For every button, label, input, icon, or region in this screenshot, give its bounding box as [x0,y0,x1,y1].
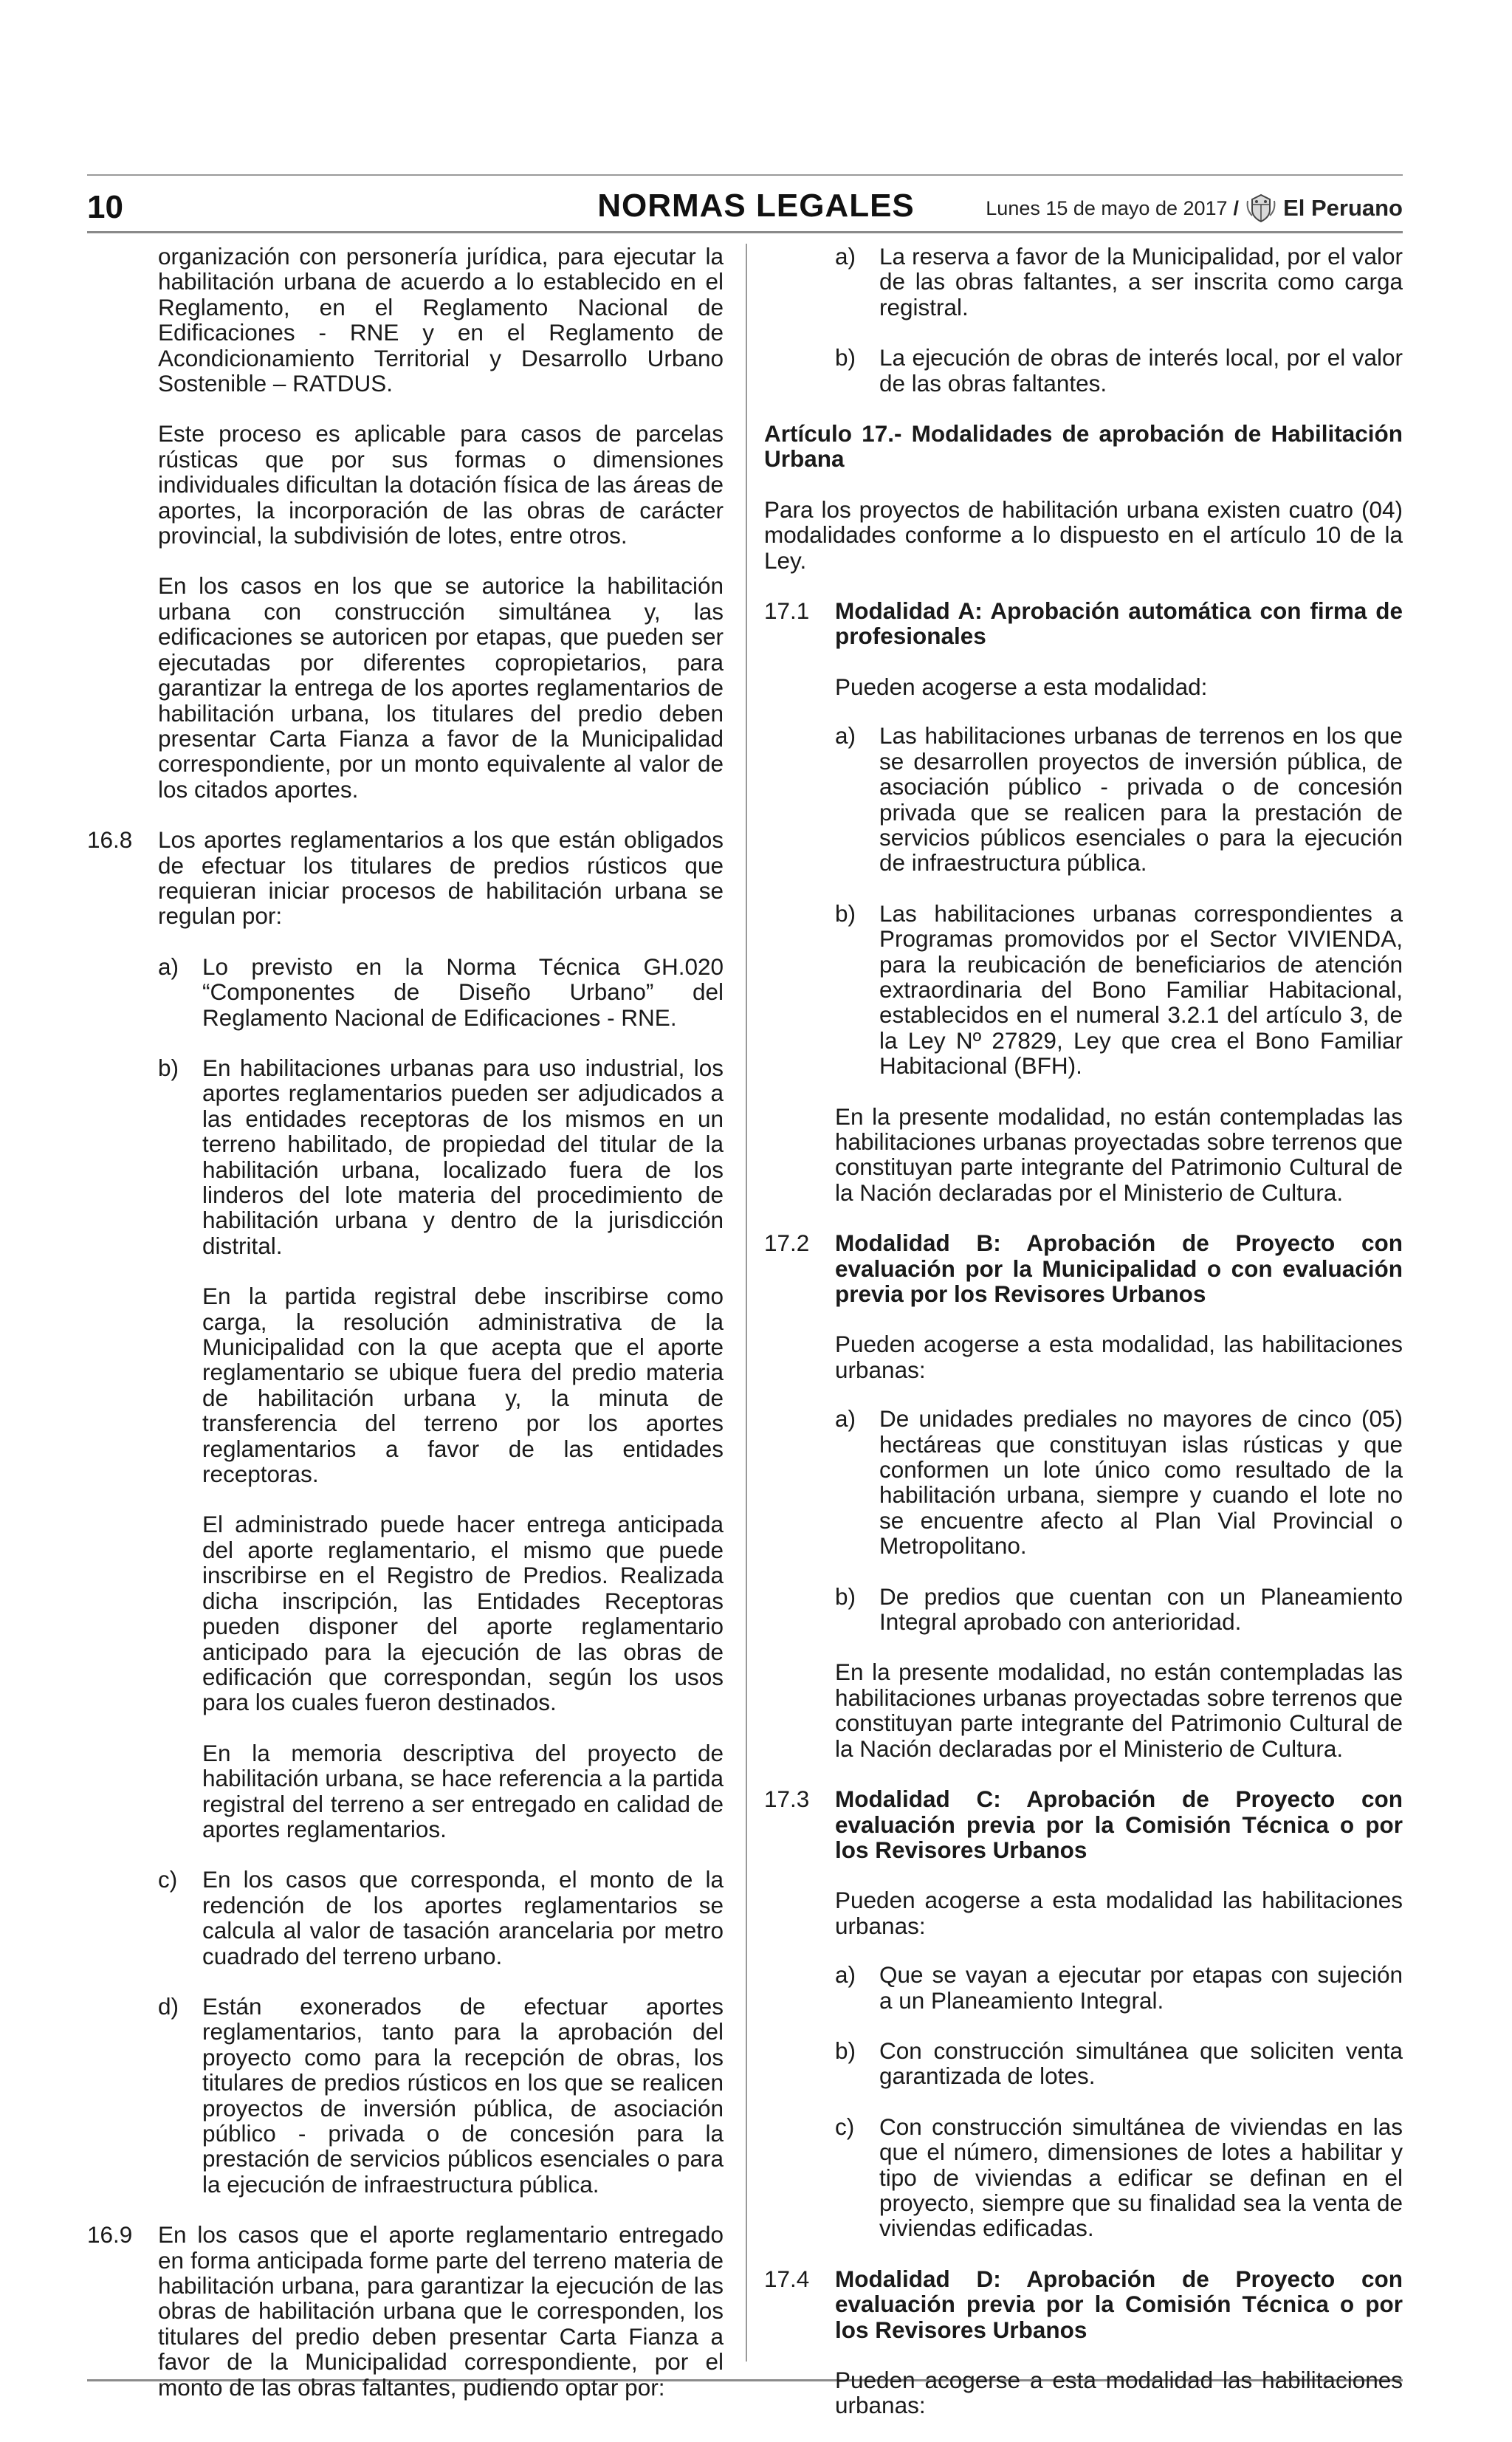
list-label: b) [158,1054,179,1081]
list-label: b) [835,899,856,927]
list-text: La reserva a favor de la Municipalidad, por el valor de las obras faltantes, a ser inscrita como carga registral. [879,243,1403,320]
list-text: Con construcción simultánea de viviendas en las que el número, dimensiones de lotes a habilitar y tipo de viviendas a edificar se definan en el proyecto, siempre que su finalidad sea la venta de viviendas edificadas. [879,2113,1403,2242]
paragraph: Para los proyectos de habilitación urbana existen cuatro (04) modalidades conforme a lo dispuesto en el artículo 10 de la Ley. [764,495,1403,574]
header-top-rule [87,174,1403,176]
list-text: Las habilitaciones urbanas de terrenos en los que se desarrollen proyectos de inversión pública, de asociación público - privada o de concesión privada que se realicen para la prestación de servicios públicos esenciales o para la ejecución de infraestructura pública. [879,722,1403,877]
paragraph: En la presente modalidad, no están contempladas las habilitaciones urbanas proyectadas sobre terrenos que constituyan parte integrante del Patrimonio Cultural de la Nación declaradas por el Ministerio de Cultura. [835,1102,1403,1206]
list-item [835,2038,1403,2089]
item-number: 17.2 [764,1229,810,1257]
date-separator: / [1233,196,1240,219]
list-item [835,244,1403,320]
paragraph: Pueden acogerse a esta modalidad las habilitaciones urbanas: [835,1887,1403,1939]
item-number: 17.1 [764,597,810,625]
list-label: a) [835,1961,856,1989]
list-label: a) [835,722,856,750]
list-item [835,1962,1403,2013]
column-divider [746,244,747,2362]
article-17-title: Artículo 17.- Modalidades de aprobación de Habilitación Urbana [764,420,1403,473]
list-label: c) [158,1866,178,1893]
paragraph: En la presente modalidad, no están contempladas las habilitaciones urbanas proyectadas sobre terrenos que constituyan parte integrante del Patrimonio Cultural de la Nación declaradas por el Ministerio de Cultura. [835,1659,1403,1762]
numbered-item-17-1 [764,598,1403,649]
list-item [835,723,1403,875]
numbered-item-16-9 [87,2222,724,2400]
paragraph: El administrado puede hacer entrega anticipada del aporte reglamentario, el mismo que puede inscribirse en el Registro de Predios. Realizada dicha inscripción, las Entidades Receptoras pueden disponer del aporte reglamentario anticipado para la ejecución de las obras de edificación que correspondan, según los usos para los cuales fueron destinados. [202,1511,724,1716]
right-column [764,244,1403,2442]
header-rule [87,231,1403,233]
page-number: 10 [87,189,123,225]
list-item [835,345,1403,396]
paragraph: Pueden acogerse a esta modalidad, las habilitaciones urbanas: [835,1331,1403,1383]
list-label: c) [835,2113,855,2140]
item-text: Los aportes reglamentarios a los que están obligados de efectuar los titulares de predios rústicos que requieran iniciar procesos de habilitación urbana se regulan por: [158,826,724,930]
list-text: La ejecución de obras de interés local, por el valor de las obras faltantes. [879,344,1403,397]
list-label: b) [835,344,856,371]
publication-name: El Peruano [1283,195,1403,221]
item-title: Modalidad B: Aprobación de Proyecto con evaluación por la Municipalidad o con evaluación previa por los Revisores Urbanos [835,1229,1403,1307]
item-number: 17.4 [764,2265,810,2292]
list-item [158,1994,724,2197]
list-label: b) [835,2037,856,2064]
section-title: NORMAS LEGALES [597,188,915,224]
paragraph: En la memoria descriptiva del proyecto de habilitación urbana, se hace referencia a la partida registral del terreno a ser entregado en calidad de aportes reglamentarios. [202,1739,724,1842]
left-column [87,244,724,2425]
list-item [158,954,724,1030]
item-title: Modalidad D: Aprobación de Proyecto con evaluación previa por la Comisión Técnica o por los Revisores Urbanos [835,2265,1403,2343]
item-number: 16.8 [87,826,133,854]
list-label: a) [158,953,179,980]
list-label: b) [835,1582,856,1610]
numbered-item-17-4 [764,2266,1403,2342]
list-item [835,2114,1403,2241]
item-title: Modalidad C: Aprobación de Proyecto con evaluación previa por la Comisión Técnica o por los Revisores Urbanos [835,1786,1403,1863]
item-number: 16.9 [87,2221,133,2249]
list-text: Lo previsto en la Norma Técnica GH.020 “Componentes de Diseño Urbano” del Reglamento Nacional de Edificaciones - RNE. [202,953,724,1031]
numbered-item-17-2 [764,1230,1403,1306]
list-item [835,1584,1403,1635]
item-text: En los casos que el aporte reglamentario entregado en forma anticipada forme parte del terreno materia de habilitación urbana, para garantizar la ejecución de las obras de habilitación urbana que le corresponden, los titulares del predio deben presentar Carta Fianza a favor de la Municipalidad correspondiente, por el monto de las obras faltantes, pudiendo optar por: [158,2221,724,2401]
paragraph: Este proceso es aplicable para casos de parcelas rústicas que por sus formas o dimensiones individuales dificultan la dotación física de las áreas de aportes, la incorporación de las obras de carácter provincial, la subdivisión de lotes, entre otros. [158,420,724,549]
peru-coat-of-arms-icon [1245,193,1277,223]
list-text: En los casos que corresponda, el monto de la redención de los aportes reglamentarios se calcula al valor de tasación arancelaria por metro cuadrado del terreno urbano. [202,1866,724,1969]
paragraph: Pueden acogerse a esta modalidad: [835,673,1208,700]
list-text: De predios que cuentan con un Planeamiento Integral aprobado con anterioridad. [879,1582,1403,1636]
list-label: a) [835,1405,856,1433]
dateline [986,193,1403,223]
list-item [158,1055,724,1258]
list-item [835,1406,1403,1558]
list-text: De unidades prediales no mayores de cinco (05) hectáreas que constituyan islas rústicas y que conformen un lote único como resultado de la habilitación urbana, siempre y cuando el lote no se encuentre afecto al Plan Vial Provincial o Metropolitano. [879,1405,1403,1560]
numbered-item-16-8 [87,827,724,929]
list-text: Con construcción simultánea que soliciten venta garantizada de lotes. [879,2037,1403,2090]
list-text: Que se vayan a ejecutar por etapas con sujeción a un Planeamiento Integral. [879,1961,1403,2014]
item-number: 17.3 [764,1786,810,1813]
issue-date: Lunes 15 de mayo de 2017 [986,196,1228,219]
paragraph: organización con personería jurídica, para ejecutar la habilitación urbana de acuerdo a lo establecido en el Reglamento, en el Reglamento Nacional de Edificaciones - RNE y en el Reglamento de Acondicionamiento Territorial y Desarrollo Urbano Sostenible – RATDUS. [158,243,724,397]
list-text: En habilitaciones urbanas para uso industrial, los aportes reglamentarios pueden ser adjudicados a las entidades receptoras de los mismos en un terreno habilitado, de propiedad del titular de la habilitación urbana, localizado fuera de los linderos del lote materia del procedimiento de habilitación urbana y dentro de la jurisdicción distrital. [202,1054,724,1259]
paragraph: En la partida registral debe inscribirse como carga, la resolución administrativa de la Municipalidad con la que acepta que el aporte reglamentario se ubique fuera del predio materia de habilitación urbana y, la minuta de transferencia del terreno por los aportes reglamentarios a favor de las entidades receptoras. [202,1283,724,1488]
paragraph: Pueden acogerse a esta modalidad las habilitaciones urbanas: [835,2367,1403,2419]
numbered-item-17-3 [764,1786,1403,1862]
item-title: Modalidad A: Aprobación automática con firma de profesionales [835,597,1403,650]
list-item [158,1867,724,1969]
list-label: d) [158,1992,179,2020]
list-text: Están exonerados de efectuar aportes reglamentarios, tanto para la aprobación del proyecto como para la recepción de obras, los titulares de predios rústicos en los que se realicen proyectos de inversión pública, de asociación público - privada o de concesión para la prestación de servicios públicos esenciales o para la ejecución de infraestructura pública. [202,1992,724,2198]
list-text: Las habilitaciones urbanas correspondientes a Programas promovidos por el Sector VIVIENDA, para la reubicación de beneficiarios de atención extraordinaria del Bono Familiar Habitacional, establecidos en el numeral 3.2.1 del artículo 3, de la Ley Nº 27829, Ley que crea el Bono Familiar Habitacional (BFH). [879,899,1403,1080]
paragraph: En los casos en los que se autorice la habilitación urbana con construcción simultánea y, las edificaciones se autoricen por etapas, que pueden ser ejecutadas por diferentes copropietarios, para garantizar la entrega de los aportes reglamentarios de habilitación urbana, los titulares del predio deben presentar Carta Fianza a favor de la Municipalidad correspondiente, por un monto equivalente al valor de los citados aportes. [158,572,724,803]
list-label: a) [835,243,856,270]
list-item [835,901,1403,1079]
